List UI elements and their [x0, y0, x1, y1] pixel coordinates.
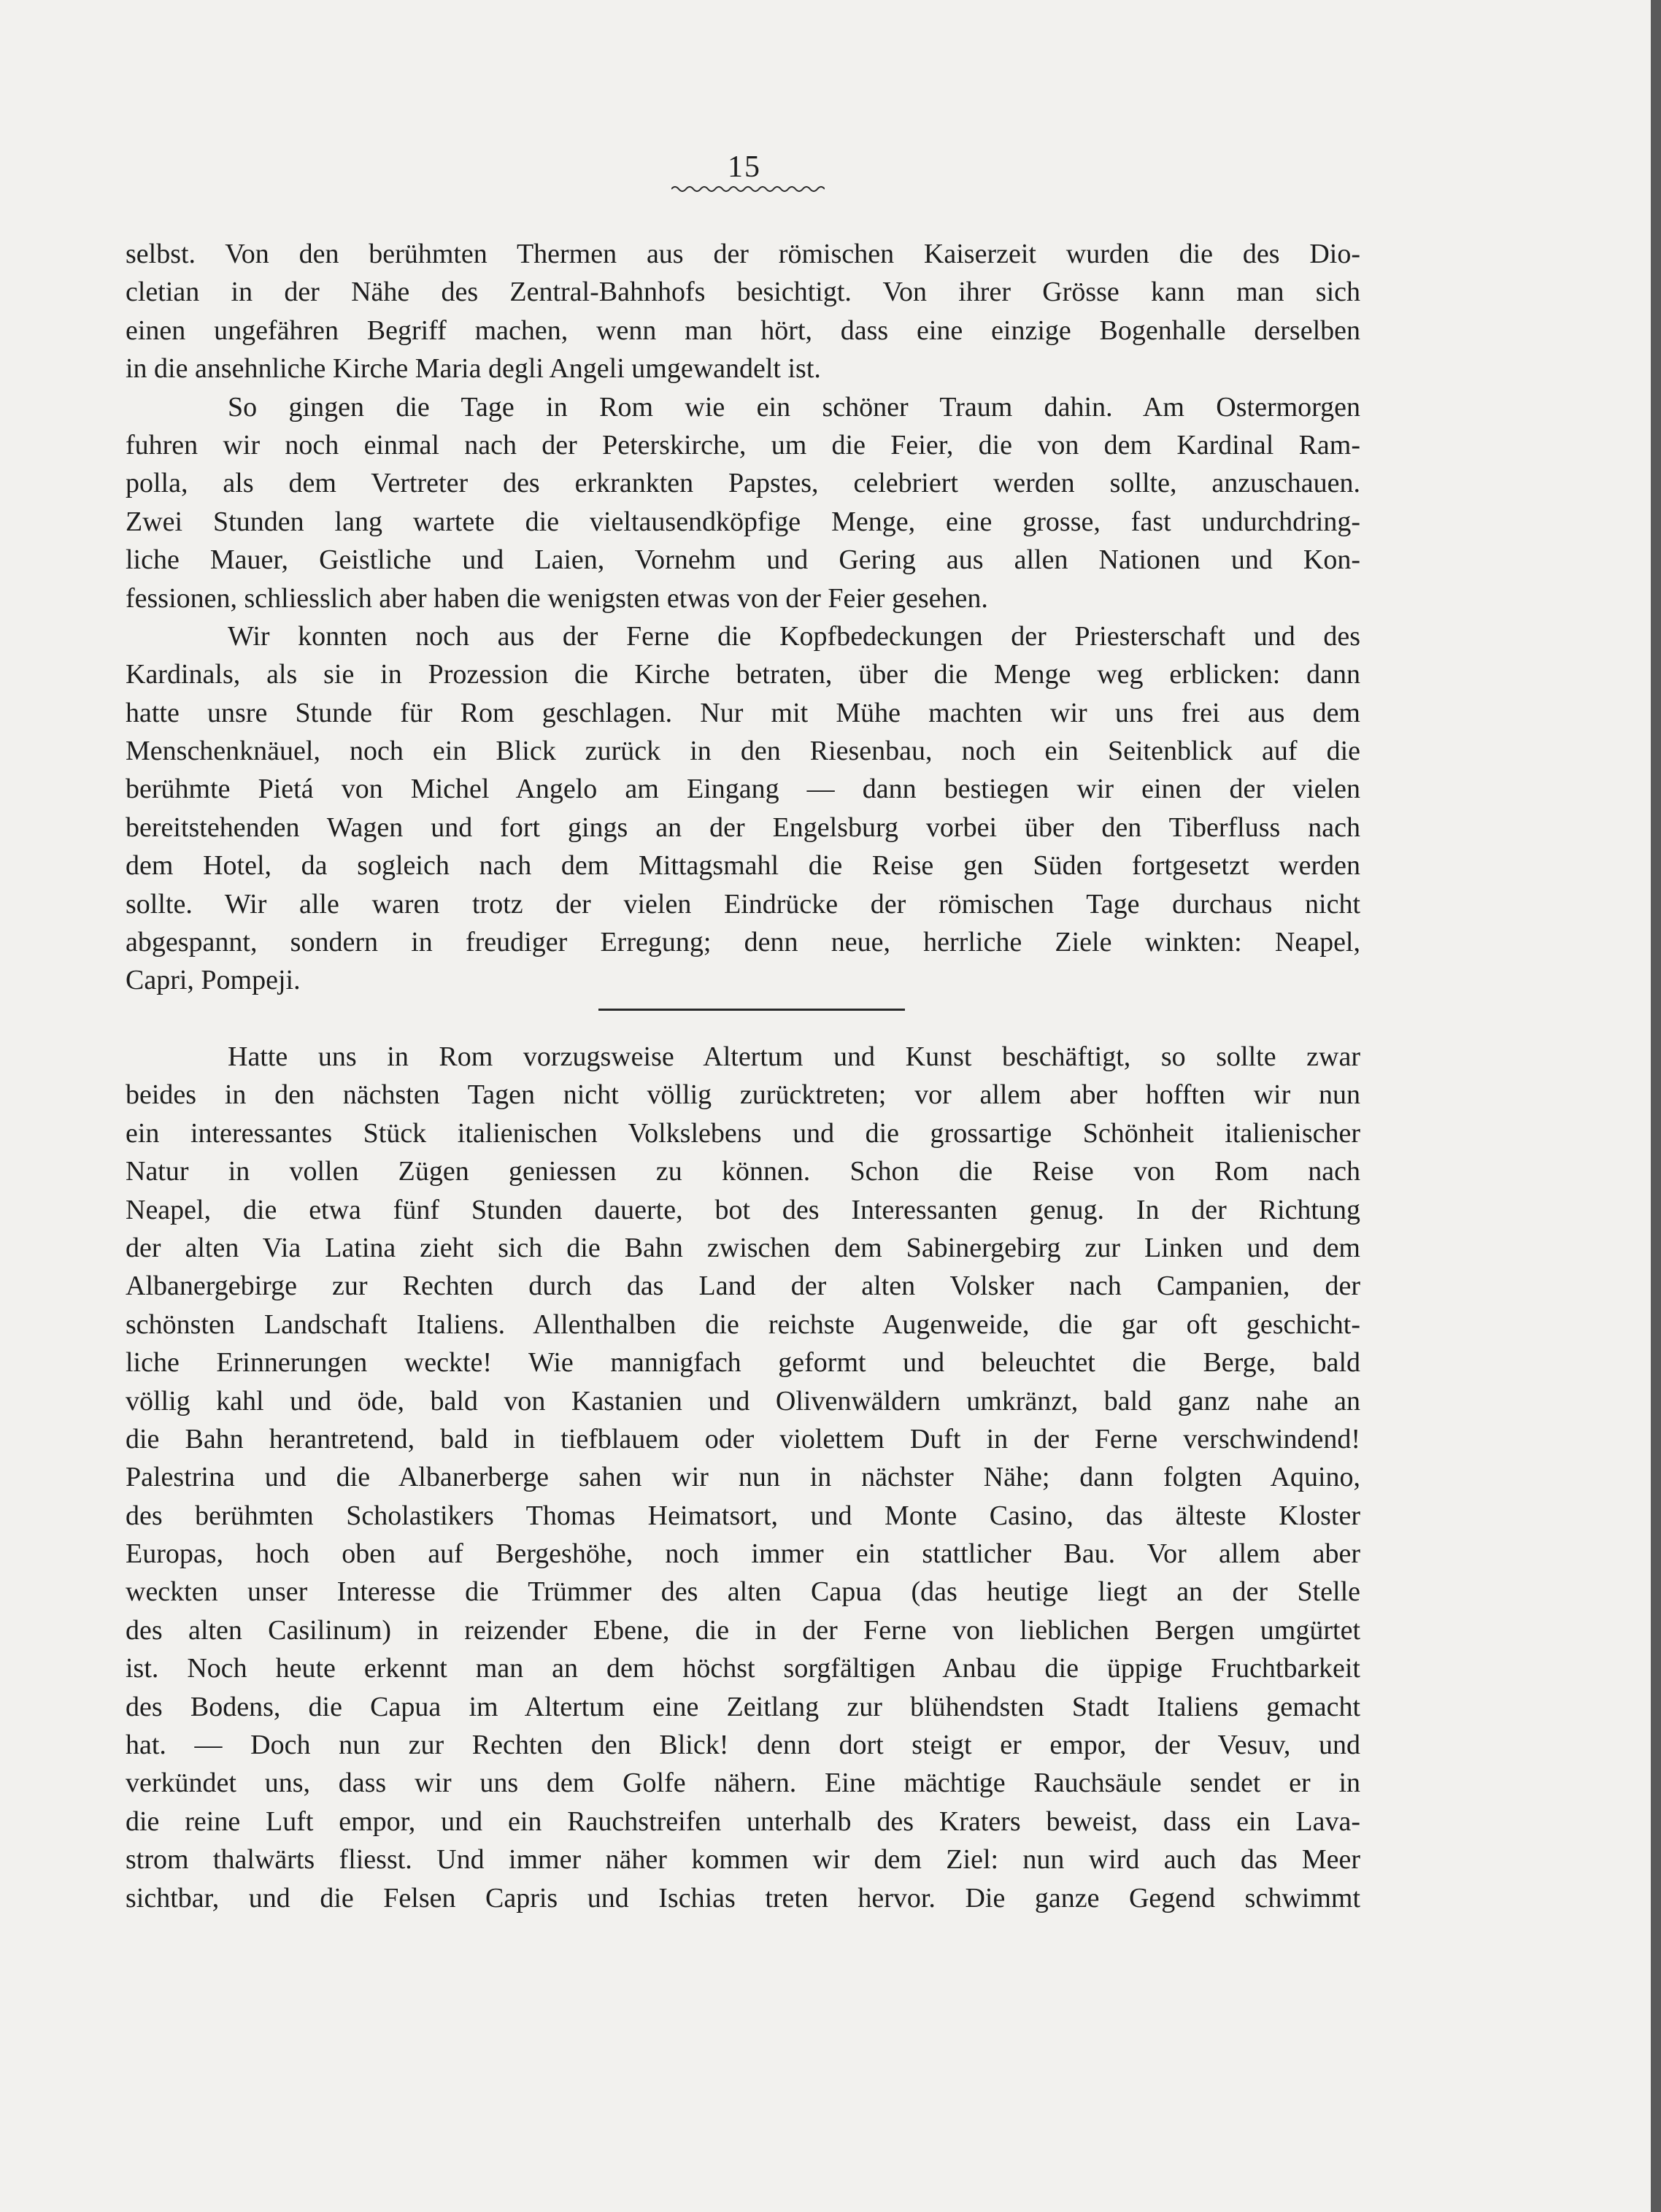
text-line: berühmte Pietá von Michel Angelo am Eingang — dann bestiegen wir einen der vielen — [126, 774, 1360, 805]
text-line: die Bahn herantretend, bald in tiefblauem oder violettem Duft in der Ferne verschwindend! — [126, 1423, 1360, 1454]
text-line: abgespannt, sondern in freudiger Erregung; denn neue, herrliche Ziele winkten: Neapel, — [126, 927, 1360, 958]
text-line: des alten Casilinum) in reizender Ebene, die in der Ferne von lieblichen Bergen umgürtet — [126, 1614, 1360, 1646]
text-line: liche Mauer, Geistliche und Laien, Vornehm und Gering aus allen Nationen und Kon- — [126, 544, 1360, 576]
text-line: Natur in vollen Zügen geniessen zu können. Schon die Reise von Rom nach — [126, 1156, 1360, 1187]
text-line: die reine Luft empor, und ein Rauchstreifen unterhalb des Kraters beweist, dass ein Lava- — [126, 1806, 1360, 1837]
text-line: weckten unser Interesse die Trümmer des alten Capua (das heutige liegt an der Stelle — [126, 1576, 1360, 1608]
text-line: Europas, hoch oben auf Bergeshöhe, noch immer ein stattlicher Bau. Vor allem aber — [126, 1538, 1360, 1570]
text-line: cletian in der Nähe des Zentral-Bahnhofs besichtigt. Von ihrer Grösse kann man sich — [126, 277, 1360, 308]
text-line: des berühmten Scholastikers Thomas Heimatsort, und Monte Casino, das älteste Kloster — [126, 1500, 1360, 1531]
text-line: schönsten Landschaft Italiens. Allenthalben die reichste Augenweide, die gar oft geschicht- — [126, 1309, 1360, 1340]
page-number-ornament — [671, 184, 825, 194]
text-line: selbst. Von den berühmten Thermen aus der römischen Kaiserzeit wurden die des Dio- — [126, 239, 1360, 269]
text-line: Menschenknäuel, noch ein Blick zurück in den Riesenbau, noch ein Seitenblick auf die — [126, 736, 1360, 767]
text-line: ein interessantes Stück italienischen Volkslebens und die grossartige Schönheit italienischer — [126, 1117, 1360, 1149]
text-line: ist. Noch heute erkennt man an dem höchst sorgfältigen Anbau die üppige Fruchtbarkeit — [126, 1653, 1360, 1684]
text-line: Capri, Pompeji. — [126, 965, 301, 996]
text-line: Hatte uns in Rom vorzugsweise Altertum und Kunst beschäftigt, so sollte zwar — [228, 1041, 1360, 1072]
text-line: bereitstehenden Wagen und fort gings an der Engelsburg vorbei über den Tiberfluss nach — [126, 812, 1360, 843]
text-line: sichtbar, und die Felsen Capris und Ischias treten hervor. Die ganze Gegend schwimmt — [126, 1882, 1360, 1914]
text-line: des Bodens, die Capua im Altertum eine Zeitlang zur blühendsten Stadt Italiens gemacht — [126, 1691, 1360, 1722]
text-line: fuhren wir noch einmal nach der Peterskirche, um die Feier, die von dem Kardinal Ram- — [126, 429, 1360, 460]
text-line: dem Hotel, da sogleich nach dem Mittagsmahl die Reise gen Süden fortgesetzt werden — [126, 850, 1360, 882]
text-line: sollte. Wir alle waren trotz der vielen Eindrücke der römischen Tage durchaus nicht — [126, 888, 1360, 920]
text-line: So gingen die Tage in Rom wie ein schöner Traum dahin. Am Ostermorgen — [228, 391, 1360, 423]
text-section-journey-to-naples — [126, 1038, 1360, 1917]
text-line: beides in den nächsten Tagen nicht völlig zurücktreten; vor allem aber hofften wir nun — [126, 1079, 1360, 1111]
text-line: strom thalwärts fliesst. Und immer näher kommen wir dem Ziel: nun wird auch das Meer — [126, 1844, 1360, 1876]
text-line: einen ungefähren Begriff machen, wenn man hört, dass eine einzige Bogenhalle derselben — [126, 315, 1360, 346]
text-line: fessionen, schliesslich aber haben die wenigsten etwas von der Feier gesehen. — [126, 582, 988, 614]
text-line: hatte unsre Stunde für Rom geschlagen. Nur mit Mühe machten wir uns frei aus dem — [126, 697, 1360, 728]
page-number: 15 — [728, 150, 761, 184]
page-edge-shadow — [1651, 0, 1661, 2212]
text-line: liche Erinnerungen weckte! Wie mannigfach geformt und beleuchtet die Berge, bald — [126, 1347, 1360, 1379]
text-line: Kardinals, als sie in Prozession die Kirche betraten, über die Menge weg erblicken: dann — [126, 659, 1360, 690]
text-line: Wir konnten noch aus der Ferne die Kopfbedeckungen der Priesterschaft und des — [228, 620, 1360, 652]
text-line: der alten Via Latina zieht sich die Bahn zwischen dem Sabinergebirg zur Linken und dem — [126, 1232, 1360, 1263]
text-line: Neapel, die etwa fünf Stunden dauerte, bot des Interessanten genug. In der Richtung — [126, 1194, 1360, 1225]
text-line: Zwei Stunden lang wartete die vieltausendköpfige Menge, eine grosse, fast undurchdring- — [126, 506, 1360, 537]
text-line: in die ansehnliche Kirche Maria degli Angeli umgewandelt ist. — [126, 353, 821, 385]
text-section-rome — [126, 235, 1360, 1000]
text-line: Palestrina und die Albanerberge sahen wir nun in nächster Nähe; dann folgten Aquino, — [126, 1462, 1360, 1493]
text-line: Albanergebirge zur Rechten durch das Land der alten Volsker nach Campanien, der — [126, 1271, 1360, 1302]
text-line: hat. — Doch nun zur Rechten den Blick! denn dort steigt er empor, der Vesuv, und — [126, 1730, 1360, 1761]
section-divider — [598, 1009, 905, 1011]
text-line: polla, als dem Vertreter des erkrankten Papstes, celebriert werden sollte, anzuschauen. — [126, 468, 1360, 499]
text-line: verkündet uns, dass wir uns dem Golfe nähern. Eine mächtige Rauchsäule sendet er in — [126, 1768, 1360, 1799]
text-line: völlig kahl und öde, bald von Kastanien und Olivenwäldern umkränzt, bald ganz nahe an — [126, 1385, 1360, 1417]
